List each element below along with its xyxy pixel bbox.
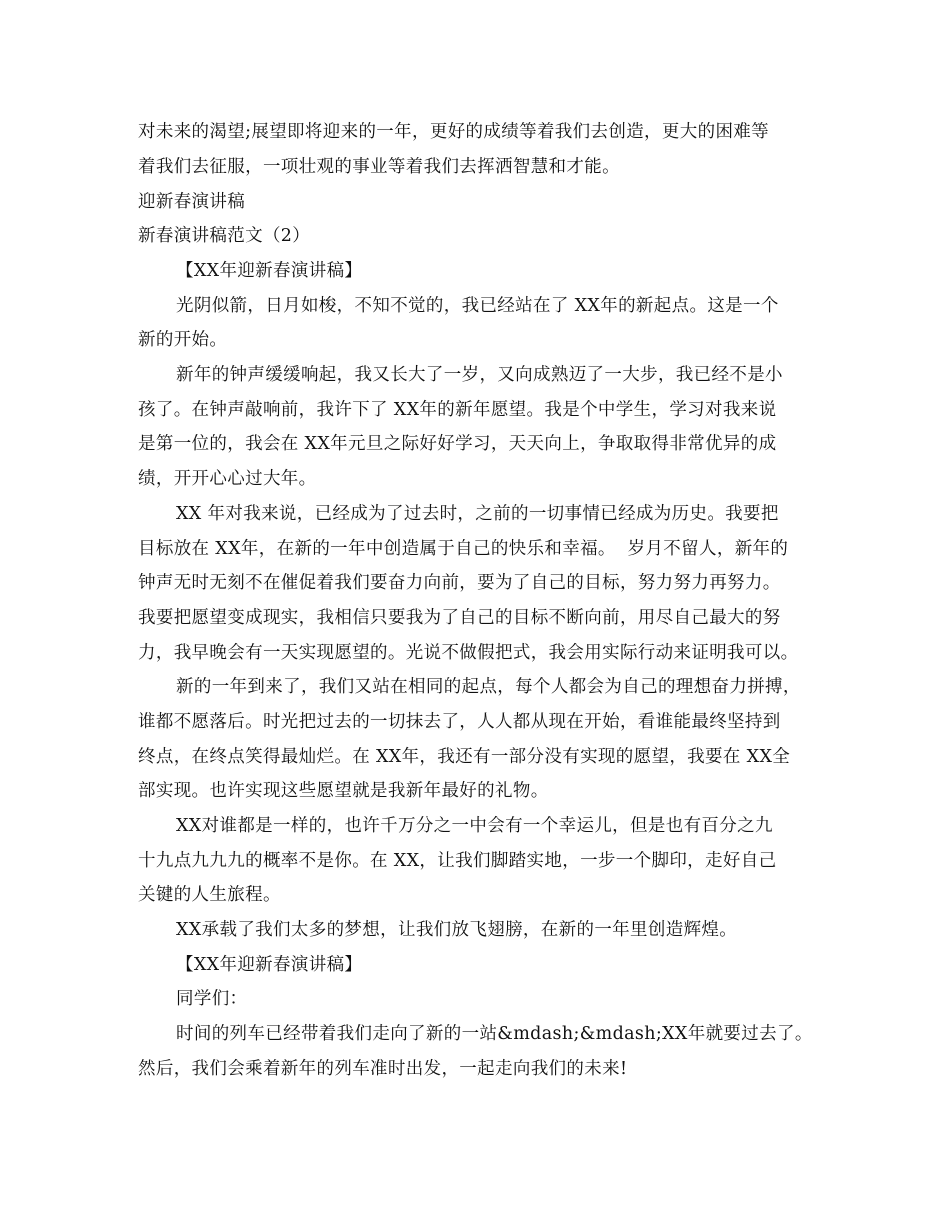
- text-line: 是第一位的，我会在 XX年元旦之际好好学习，天天向上，争取取得非常优异的成: [138, 434, 777, 454]
- text-line: 孩了。在钟声敲响前，我许下了 XX年的新年愿望。我是个中学生，学习对我来说: [138, 400, 777, 420]
- section-heading: 新春演讲稿范文（2）: [138, 226, 311, 246]
- text-line: 新的开始。: [138, 330, 228, 350]
- text-line: XX承载了我们太多的梦想，让我们放飞翅膀，在新的一年里创造辉煌。: [176, 920, 738, 940]
- text-line: 我要把愿望变成现实，我相信只要我为了自己的目标不断向前，用尽自己最大的努: [138, 608, 781, 628]
- text-line: 目标放在 XX年，在新的一年中创造属于自己的快乐和幸福。 岁月不留人，新年的: [138, 539, 789, 559]
- speech-title: 【XX年迎新春演讲稿】: [176, 955, 363, 975]
- text-line: 对未来的渴望;展望即将迎来的一年，更好的成绩等着我们去创造，更大的困难等: [138, 122, 769, 142]
- text-line: 新的一年到来了，我们又站在相同的起点，每个人都会为自己的理想奋力拼搏，: [176, 677, 801, 697]
- text-line: 新年的钟声缓缓响起，我又长大了一岁，又向成熟迈了一大步，我已经不是小: [176, 365, 783, 385]
- text-line: 关键的人生旅程。: [138, 885, 281, 905]
- text-line: 终点，在终点笑得最灿烂。在 XX年，我还有一部分没有实现的愿望，我要在 XX全: [138, 747, 791, 767]
- text-line: 光阴似箭，日月如梭，不知不觉的，我已经站在了 XX年的新起点。这是一个: [176, 296, 779, 316]
- text-line: 然后，我们会乘着新年的列车准时出发，一起走向我们的未来!: [138, 1059, 628, 1079]
- text-line: 着我们去征服，一项壮观的事业等着我们去挥洒智慧和才能。: [138, 157, 620, 177]
- text-line: XX 年对我来说，已经成为了过去时，之前的一切事情已经成为历史。我要把: [176, 504, 779, 524]
- text-line: 部实现。也许实现这些愿望就是我新年最好的礼物。: [138, 781, 549, 801]
- text-line: 谁都不愿落后。时光把过去的一切抹去了，人人都从现在开始，看谁能最终坚持到: [138, 712, 781, 732]
- salutation: 同学们：: [176, 989, 248, 1009]
- text-line: 时间的列车已经带着我们走向了新的一站&mdash;&mdash;XX年就要过去了。: [176, 1024, 813, 1044]
- text-line: 钟声无时无刻不在催促着我们要奋力向前，要为了自己的目标，努力努力再努力。: [138, 573, 781, 593]
- text-line: 绩，开开心心过大年。: [138, 469, 317, 489]
- section-heading: 迎新春演讲稿: [138, 192, 246, 212]
- speech-title: 【XX年迎新春演讲稿】: [176, 261, 363, 281]
- text-line: 力，我早晚会有一天实现愿望的。光说不做假把式，我会用实际行动来证明我可以。: [138, 643, 799, 663]
- text-line: XX对谁都是一样的，也许千万分之一中会有一个幸运儿，但是也有百分之九: [176, 816, 773, 836]
- text-line: 十九点九九九的概率不是你。在 XX，让我们脚踏实地，一步一个脚印，走好自己: [138, 851, 777, 871]
